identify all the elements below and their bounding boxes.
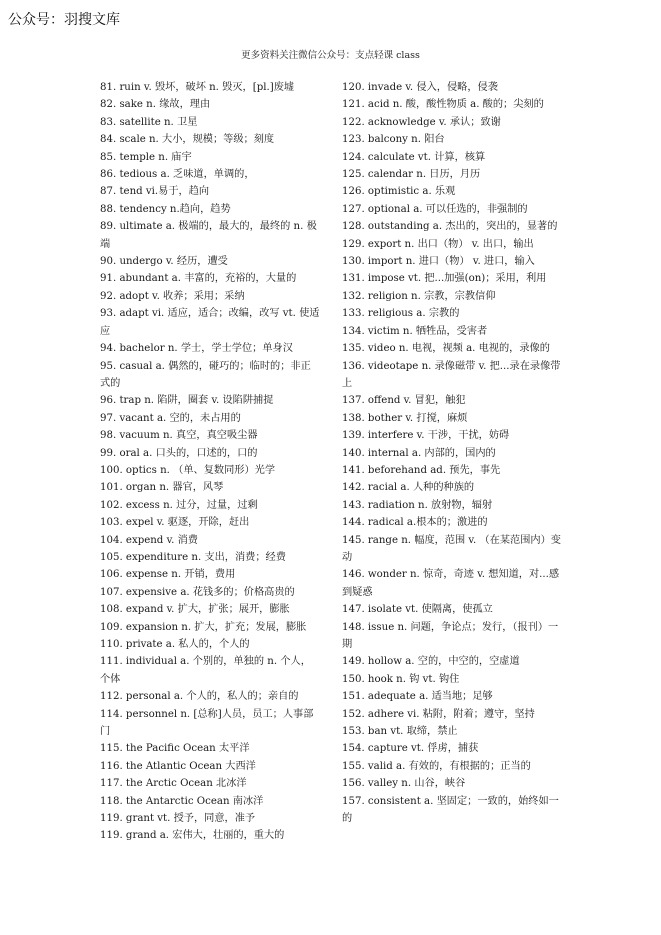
vocab-entry: 133. religious a. 宗教的: [342, 308, 460, 320]
vocab-entry: 91. abundant a. 丰富的，充裕的，大量的: [100, 273, 297, 285]
vocab-entry: 137. offend v. 冒犯，触犯: [342, 395, 466, 407]
vocab-entry: 125. calendar n. 日历，月历: [342, 169, 481, 181]
vocab-entry: 83. satellite n. 卫星: [100, 116, 198, 128]
vocab-entry: 129. export n. 出口（物） v. 出口，输出: [342, 238, 534, 250]
vocab-entry: 86. tedious a. 乏味道，单调的，: [100, 169, 255, 181]
vocab-entry: 98. vacuum n. 真空，真空吸尘器: [100, 430, 258, 442]
vocab-entry: 115. the Pacific Ocean 太平洋: [100, 743, 250, 755]
vocab-entry: 128. outstanding a. 杰出的，突出的，显著的: [342, 221, 558, 233]
vocab-entry: 123. balcony n. 阳台: [342, 134, 445, 146]
vocab-entry: 109. expansion n. 扩大，扩充；发展，膨胀: [100, 621, 307, 633]
vocab-entry: 126. optimistic a. 乐观: [342, 186, 456, 198]
vocab-entry: 106. expense n. 开销，费用: [100, 569, 236, 581]
vocab-entry: 99. oral a. 口头的，口述的，口的: [100, 447, 258, 459]
vocab-entry: 118. the Antarctic Ocean 南冰洋: [100, 795, 264, 807]
vocab-entry: 140. internal a. 内部的，国内的: [342, 447, 496, 459]
vocab-entry: 146. wonder n. 惊奇，奇迹 v. 想知道，对...感到疑惑: [342, 569, 560, 598]
vocab-entry: 81. ruin v. 毁坏，破坏 n. 毁灭，[pl.]废墟: [100, 82, 295, 93]
vocab-entry: 153. ban vt. 取缔，禁止: [342, 726, 458, 738]
vocab-entry: 144. radical a.根本的；激进的: [342, 517, 488, 529]
watermark-text: 公众号：羽搜文库: [8, 12, 120, 28]
vocab-entry: 136. videotape n. 录像磁带 v. 把...录在录像带上: [342, 360, 561, 389]
vocab-entry: 127. optional a. 可以任选的，非强制的: [342, 203, 528, 215]
vocab-entry: 93. adapt vi. 适应，适合；改编，改写 vt. 使适应: [100, 308, 320, 337]
vocab-entry: 104. expend v. 消费: [100, 534, 198, 546]
vocab-entry: 145. range n. 幅度，范围 v. （在某范围内）变动: [342, 534, 561, 563]
vocab-entry: 108. expand v. 扩大，扩张；展开，膨胀: [100, 604, 290, 616]
vocab-entry: 134. victim n. 牺牲品，受害者: [342, 325, 488, 337]
vocab-entry: 97. vacant a. 空的，未占用的: [100, 412, 241, 424]
vocab-entry: 121. acid n. 酸，酸性物质 a. 酸的；尖刻的: [342, 99, 544, 111]
vocab-entry: 105. expenditure n. 支出，消费；经费: [100, 551, 286, 563]
vocab-entry: 139. interfere v. 干涉，干扰，妨碍: [342, 430, 510, 442]
vocab-entry: 85. temple n. 庙宇: [100, 151, 192, 163]
vocab-entry: 114. personnel n. [总称]人员，员工；人事部门: [100, 708, 314, 738]
vocab-entry: 149. hollow a. 空的，中空的，空虚道: [342, 656, 520, 668]
vocab-entry: 103. expel v. 驱逐，开除，赶出: [100, 517, 250, 529]
vocab-entry: 117. the Arctic Ocean 北冰洋: [100, 778, 247, 790]
vocab-entry: 141. beforehand ad. 预先，事先: [342, 464, 501, 476]
vocab-entry: 148. issue n. 问题，争论点；发行，（报刊）一期: [342, 621, 559, 650]
vocab-entry: 138. bother v. 打搅，麻烦: [342, 412, 468, 424]
vocab-entry: 116. the Atlantic Ocean 大西洋: [100, 760, 256, 772]
vocab-entry: 90. undergo v. 经历，遭受: [100, 256, 228, 268]
vocab-entry: 132. religion n. 宗教，宗教信仰: [342, 290, 496, 302]
vocab-entry: 95. casual a. 偶然的，碰巧的；临时的；非正式的: [100, 360, 311, 389]
vocab-entry: 130. import n. 进口（物） v. 进口，输入: [342, 256, 535, 268]
vocab-entry: 100. optics n. （单、复数同形）光学: [100, 464, 276, 476]
vocab-entry: 131. impose vt. 把...加强(on)；采用，利用: [342, 273, 547, 285]
vocab-entry: 135. video n. 电视，视频 a. 电视的，录像的: [342, 343, 550, 355]
vocab-entry: 111. individual a. 个别的，单独的 n. 个人，个体: [100, 656, 311, 685]
vocab-entry: 154. capture vt. 俘虏，捕获: [342, 743, 479, 755]
right-column: [342, 79, 562, 827]
page-header: 更多资料关注微信公众号：支点轻课 class: [241, 50, 420, 61]
vocab-entry: 107. expensive a. 花钱多的；价格高贵的: [100, 586, 295, 598]
vocab-entry: 89. ultimate a. 极端的，最大的，最终的 n. 极端: [100, 221, 317, 250]
vocab-entry: 101. organ n. 器官，风琴: [100, 482, 224, 494]
vocab-entry: 112. personal a. 个人的，私人的；亲自的: [100, 691, 299, 703]
vocab-entry: 150. hook n. 钩 vt. 钩住: [342, 673, 460, 685]
vocab-entry: 152. adhere vi. 粘附，附着；遵守，坚持: [342, 708, 535, 720]
vocab-entry: 96. trap n. 陷阱，圈套 v. 设陷阱捕捉: [100, 395, 274, 407]
vocab-entry: 84. scale n. 大小，规模；等级；刻度: [100, 134, 275, 146]
vocab-entry: 94. bachelor n. 学士，学士学位；单身汉: [100, 343, 293, 355]
vocab-entry: 151. adequate a. 适当地；足够: [342, 691, 493, 703]
vocab-entry: 110. private a. 私人的，个人的: [100, 639, 250, 650]
vocab-entry: 157. consistent a. 坚固定；一致的，始终如一的: [342, 795, 559, 825]
vocab-entry: 156. valley n. 山谷，峡谷: [342, 778, 466, 790]
vocab-entry: 124. calculate vt. 计算，核算: [342, 151, 486, 163]
vocab-entry: 119. grant vt. 授予，同意，准予: [100, 813, 256, 825]
vocab-entry: 147. isolate vt. 使隔离，使孤立: [342, 604, 493, 616]
vocab-entry: 155. valid a. 有效的，有根据的；正当的: [342, 760, 531, 772]
vocab-entry: 87. tend vi.易于，趋向: [100, 186, 210, 198]
vocab-entry: 102. excess n. 过分，过量，过剩: [100, 499, 258, 511]
vocab-entry: 122. acknowledge v. 承认；致谢: [342, 116, 501, 128]
vocab-entry: 88. tendency n.趋向，趋势: [100, 203, 231, 215]
left-column: [100, 79, 320, 845]
vocab-entry: 143. radiation n. 放射物，辐射: [342, 499, 493, 511]
vocab-entry: 92. adopt v. 收养；采用；采纳: [100, 290, 245, 302]
vocab-entry: 119. grand a. 宏伟大，壮丽的，重大的: [100, 830, 285, 842]
vocab-entry: 142. racial a. 人种的种族的: [342, 482, 475, 494]
vocab-entry: 82. sake n. 缘故，理由: [100, 99, 211, 111]
vocab-entry: 120. invade v. 侵入，侵略，侵袭: [342, 82, 498, 93]
